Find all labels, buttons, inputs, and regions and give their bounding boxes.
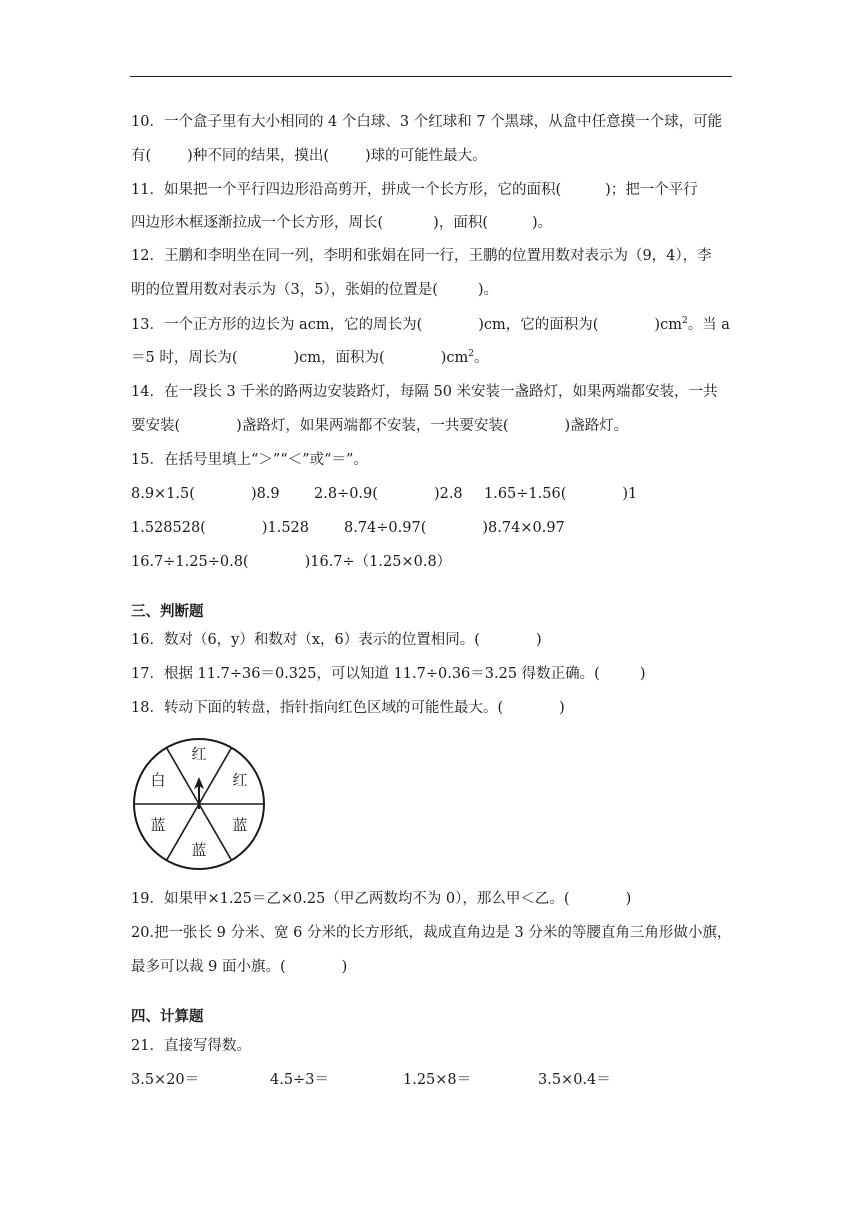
q14-line1: 14．在一段长 3 千米的路两边安装路灯，每隔 50 米安装一盏路灯，如果两端都安装，一共: [131, 384, 718, 400]
section-4-title: 四、计算题: [131, 1008, 204, 1025]
segment-label-top: 红: [191, 745, 207, 763]
spinner-diagram: [132, 737, 266, 871]
q15-item-6: 16.7÷1.25÷0.8( )16.7÷（1.25×0.8）: [131, 554, 452, 570]
q21-item-2: 4.5÷3＝: [270, 1072, 329, 1088]
section-3-title: 三、判断题: [131, 603, 204, 620]
q10-line2: 有( )种不同的结果，摸出( )球的可能性最大。: [131, 148, 487, 164]
q21-item-4: 3.5×0.4＝: [538, 1072, 611, 1088]
q21-stem: 21．直接写得数。: [131, 1038, 251, 1054]
q15-stem: 15．在括号里填上“＞”“＜”或“＝”。: [131, 452, 368, 468]
q12-line1: 12．王鹏和李明坐在同一列，李明和张娟在同一行，王鹏的位置用数对表示为（9，4），李: [131, 248, 712, 264]
q15-item-3: 1.65÷1.56( )1: [484, 486, 638, 502]
q15-item-5: 8.74÷0.97( )8.74×0.97: [344, 520, 565, 536]
q16-line: 16．数对（6，y）和数对（x，6）表示的位置相同。( ): [131, 632, 542, 648]
q13-line1: 13．一个正方形的边长为 acm，它的周长为( )cm，它的面积为( )$cm^2$。当 a: [131, 316, 730, 333]
segment-label-bottom: 蓝: [191, 841, 207, 859]
segment-label-lower-right: 蓝: [232, 816, 248, 834]
segment-label-upper-right: 红: [232, 771, 248, 789]
q13-line2: ＝5 时，周长为( )cm，面积为( )$cm^2$。: [131, 349, 489, 366]
segment-label-upper-left: 白: [150, 771, 166, 789]
q17-line: 17．根据 11.7÷36＝0.325，可以知道 11.7÷0.36＝3.25 得数正确。( ): [131, 666, 646, 682]
q14-line2: 要安装( )盏路灯，如果两端都不安装，一共要安装( )盏路灯。: [131, 418, 629, 434]
q15-item-4: 1.528528( )1.528: [131, 520, 310, 536]
header-rule: [130, 76, 732, 77]
q15-item-1: 8.9×1.5( )8.9: [131, 486, 280, 502]
q15-item-2: 2.8÷0.9( )2.8: [314, 486, 463, 502]
q11-line2: 四边形木框逐渐拉成一个长方形，周长( )，面积( )。: [131, 215, 553, 231]
q10-line1: 10．一个盒子里有大小相同的 4 个白球、3 个红球和 7 个黑球，从盒中任意摸一个球，可能: [131, 114, 723, 130]
q20-line2: 最多可以裁 9 面小旗。( ): [131, 959, 348, 975]
segment-label-lower-left: 蓝: [150, 816, 166, 834]
q21-item-1: 3.5×20＝: [131, 1072, 200, 1088]
q11-line1: 11．如果把一个平行四边形沿高剪开，拼成一个长方形，它的面积( )；把一个平行: [131, 182, 698, 198]
q21-item-3: 1.25×8＝: [403, 1072, 472, 1088]
q19-line: 19．如果甲×1.25＝乙×0.25（甲乙两数均不为 0），那么甲＜乙。( ): [131, 891, 632, 907]
q18-line: 18．转动下面的转盘，指针指向红色区域的可能性最大。( ): [131, 700, 565, 716]
q20-line1: 20.把一张长 9 分米、宽 6 分米的长方形纸，裁成直角边是 3 分米的等腰直角三角形做小旗，: [131, 925, 732, 941]
q12-line2: 明的位置用数对表示为（3，5），张娟的位置是( )。: [131, 282, 499, 298]
